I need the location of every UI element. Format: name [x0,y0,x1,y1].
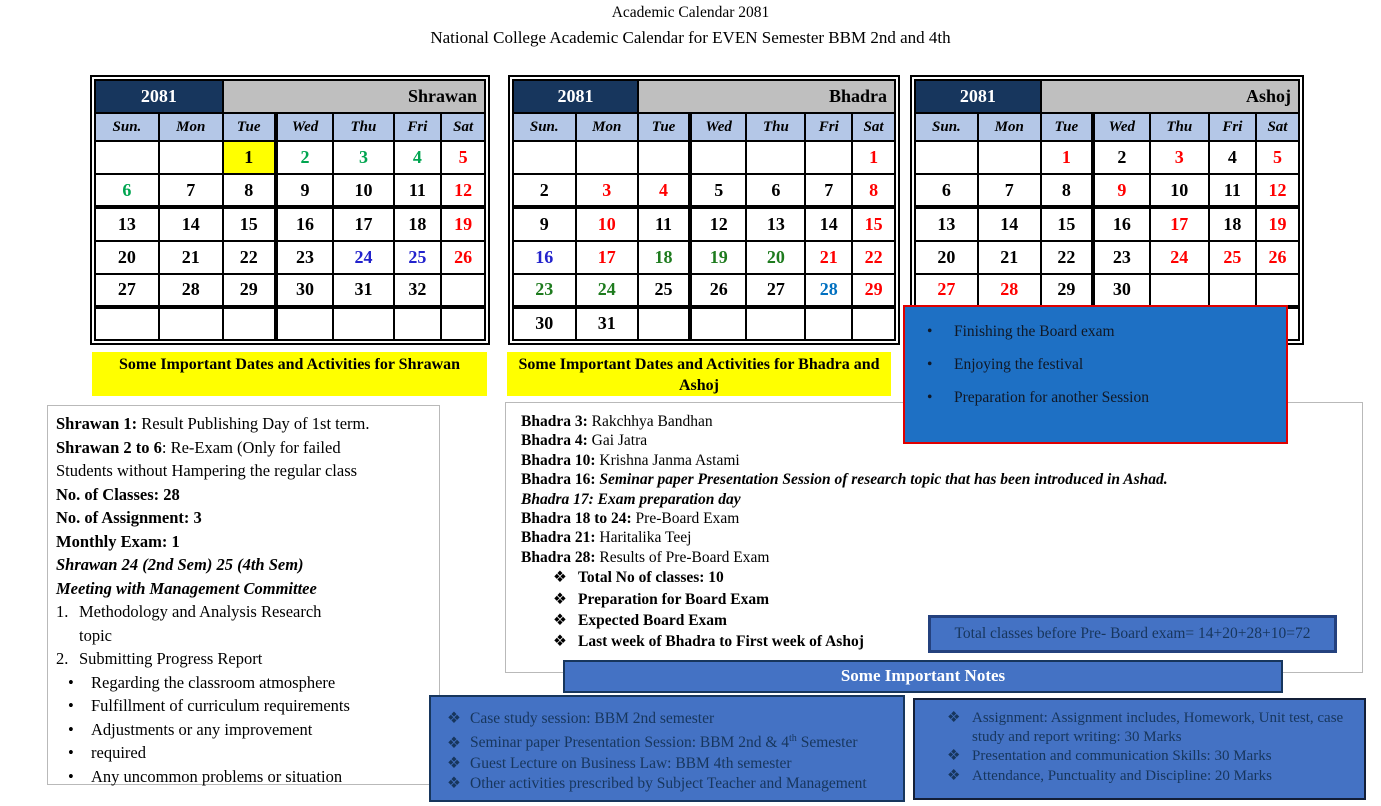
calendar-day-cell: 1 [852,141,895,174]
day-header: Tue [223,113,276,141]
calendar-day-cell: 22 [1041,241,1093,274]
calendar-day-cell: 31 [333,274,393,307]
text-line: Bhadra 3: Rakchhya Bandhan [521,413,713,430]
text-line: ❖ Expected Board Exam [521,610,1358,631]
text-line: ❖ Last week of Bhadra to First week of Ashoj [521,631,1358,652]
bullet-marker: • [68,766,74,786]
text-line: ❖ Preparation for Board Exam [521,589,1358,610]
calendar-day-cell: 16 [1093,207,1150,240]
calendar-day-cell [805,307,852,340]
calendar-day-cell: 28 [805,274,852,307]
text-line: ❖ Other activities prescribed by Subject Teacher and Management [447,774,895,794]
calendar-day-cell: 27 [915,274,978,307]
calendar-day-cell: 14 [978,207,1041,240]
calendar-day-cell: 27 [95,274,159,307]
text-line: Shrawan 2 to 6: Re-Exam (Only for failed [56,437,341,457]
calendar-day-cell: 18 [1209,207,1256,240]
calendar-day-cell [159,307,223,340]
calendar-day-cell [638,141,690,174]
day-header: Tue [1041,113,1093,141]
text-line: ❖ Attendance, Punctuality and Discipline: 20 Marks [947,767,1356,786]
text-line: topic [79,625,112,645]
text-line: Bhadra 18 to 24: Pre-Board Exam [521,510,740,528]
calendar-day-cell: 21 [805,241,852,274]
calendar-day-cell [95,307,159,340]
bullet-marker: • [927,356,933,373]
text-line: • Regarding the classroom atmosphere [56,671,433,695]
bullet-marker: • [68,696,74,715]
calendar-day-cell: 28 [978,274,1041,307]
text-line: 1. Methodology and Analysis Research [56,600,433,624]
important-notes-header: Some Important Notes [563,660,1283,693]
calendar-day-cell: 4 [1209,141,1256,174]
calendar-day-cell [441,274,485,307]
list-marker: 2. [56,649,69,668]
text-line: Bhadra 10: Krishna Janma Astami [521,451,740,469]
calendar-day-cell [690,307,746,340]
calendar-day-cell [576,141,639,174]
diamond-marker: ❖ [553,633,567,651]
text-line: Monthly Exam: 1 [56,531,180,551]
day-header: Wed [690,113,746,141]
calendar-day-cell [159,141,223,174]
calendar-day-cell: 3 [333,141,393,174]
text-line: • required [56,741,433,765]
calendar-day-cell: 17 [1150,207,1209,240]
text-line: No. of Assignment: 3 [56,508,202,527]
page-title: Academic Calendar 2081 [611,4,770,21]
text-line: 2. Submitting Progress Report [56,647,433,671]
diamond-marker: ❖ [553,612,567,630]
calendar-day-cell: 31 [576,307,639,340]
day-header: Sun. [915,113,978,141]
text-line: ❖ Seminar paper Presentation Session: BBM 2nd & 4th Semester [447,729,895,754]
calendar-day-cell: 27 [746,274,805,307]
bullet-marker: • [927,323,933,340]
calendar-day-cell: 15 [1041,207,1093,240]
calendar-day-cell [1256,274,1299,307]
calendar-day-cell: 12 [1256,174,1299,207]
calendar-table [94,79,486,341]
bullet-marker: • [68,743,74,762]
calendar-day-cell: 25 [638,274,690,307]
calendar-day-cell: 2 [513,174,576,207]
calendar-day-cell: 3 [576,174,639,207]
diamond-marker: ❖ [447,775,461,793]
calendar-day-cell: 12 [441,174,485,207]
diamond-marker: ❖ [947,748,961,765]
diamond-marker: ❖ [447,734,461,752]
day-header: Thu [1150,113,1209,141]
page-subtitle: National College Academic Calendar for EVEN Semester BBM 2nd and 4th [430,28,951,47]
calendar-day-cell: 11 [638,207,690,240]
calendar-day-cell: 26 [690,274,746,307]
text-line: • Enjoying the festival [925,348,1280,381]
list-marker: 1. [56,602,69,621]
day-header: Sat [1256,113,1299,141]
calendar-day-cell: 8 [223,174,276,207]
calendar-day-cell: 1 [223,141,276,174]
bullet-marker: • [68,672,74,692]
calendar-day-cell: 24 [1150,241,1209,274]
calendar-day-cell: 23 [513,274,576,307]
text-line: ❖ Presentation and communication Skills: 30 Marks [947,747,1356,766]
calendar-day-cell: 11 [394,174,442,207]
calendar-year: 2081 [95,80,223,113]
text-line: • Preparation for another Session [925,381,1280,414]
marks-distribution-box [913,698,1366,800]
calendar-day-cell: 25 [1209,241,1256,274]
calendar-day-cell: 4 [638,174,690,207]
calendar-day-cell: 16 [513,241,576,274]
calendar-day-cell: 13 [746,207,805,240]
text-line: Bhadra 28: Results of Pre-Board Exam [521,548,770,566]
calendar-day-cell: 9 [1093,174,1150,207]
section-header-shrawan: Some Important Dates and Activities for Shrawan [92,352,487,396]
calendar-day-cell: 19 [441,207,485,240]
calendar-day-cell [638,307,690,340]
calendar-day-cell: 22 [852,241,895,274]
calendar-day-cell: 15 [852,207,895,240]
shrawan-notes-box [47,405,440,785]
calendar-day-cell: 14 [805,207,852,240]
text-line: Bhadra 17: Exam preparation day [521,490,741,508]
calendar-day-cell: 18 [638,241,690,274]
calendar-day-cell: 23 [1093,241,1150,274]
calendar-bhadra [508,75,900,345]
day-header: Fri [394,113,442,141]
day-header: Thu [333,113,393,141]
calendar-day-cell: 10 [1150,174,1209,207]
text-line: No. of Classes: 28 [56,484,180,504]
calendar-day-cell: 11 [1209,174,1256,207]
calendar-day-cell: 20 [915,241,978,274]
text-line: • Finishing the Board exam [925,315,1280,348]
calendar-day-cell [333,307,393,340]
calendar-day-cell: 29 [223,274,276,307]
calendar-day-cell: 9 [513,207,576,240]
calendar-day-cell: 29 [852,274,895,307]
diamond-marker: ❖ [447,710,461,727]
calendar-day-cell: 25 [394,241,442,274]
calendar-day-cell [223,307,276,340]
text-line: Meeting with Management Committee [56,578,317,598]
day-header: Sat [441,113,485,141]
calendar-day-cell: 5 [690,174,746,207]
calendar-day-cell: 7 [805,174,852,207]
calendar-day-cell: 30 [276,274,334,307]
text-line: ❖ Case study session: BBM 2nd semester [447,709,895,729]
semester-activities-box [429,695,905,802]
calendar-day-cell: 17 [333,207,393,240]
day-header: Thu [746,113,805,141]
calendar-day-cell: 28 [159,274,223,307]
text-line: Shrawan 1: Result Publishing Day of 1st term. [56,414,370,433]
day-header: Sun. [95,113,159,141]
calendar-day-cell: 13 [95,207,159,240]
calendar-day-cell: 3 [1150,141,1209,174]
calendar-month: Ashoj [1041,80,1299,113]
section-header-bhadra-ashoj: Some Important Dates and Activities for Bhadra and Ashoj [507,352,891,396]
calendar-day-cell: 8 [1041,174,1093,207]
text-line: Students without Hampering the regular class [56,461,358,480]
calendar-day-cell [276,307,334,340]
calendar-day-cell: 20 [95,241,159,274]
calendar-day-cell: 24 [576,274,639,307]
calendar-day-cell: 10 [576,207,639,240]
calendar-day-cell: 18 [394,207,442,240]
day-header: Mon [978,113,1041,141]
calendar-table [914,79,1300,341]
diamond-marker: ❖ [553,569,567,587]
calendar-day-cell: 4 [394,141,442,174]
calendar-day-cell: 23 [276,241,334,274]
calendar-day-cell: 6 [746,174,805,207]
calendar-day-cell [915,141,978,174]
day-header: Sun. [513,113,576,141]
calendar-day-cell: 2 [1093,141,1150,174]
calendar-day-cell: 30 [513,307,576,340]
calendar-day-cell [978,141,1041,174]
diamond-marker: ❖ [553,590,567,608]
diamond-marker: ❖ [947,767,961,784]
diamond-marker: ❖ [447,754,461,772]
day-header: Fri [1209,113,1256,141]
calendar-day-cell [746,307,805,340]
festival-activities-box [903,305,1288,444]
calendar-day-cell: 12 [690,207,746,240]
calendar-day-cell: 29 [1041,274,1093,307]
text-line: • Any uncommon problems or situation [56,765,433,789]
text-line: Bhadra 21: Haritalika Teej [521,529,692,547]
calendar-day-cell [441,307,485,340]
calendar-day-cell: 10 [333,174,393,207]
calendar-day-cell: 19 [690,241,746,274]
calendar-year: 2081 [915,80,1041,113]
calendar-day-cell [394,307,442,340]
calendar-month: Bhadra [638,80,895,113]
calendar-shrawan [90,75,490,345]
calendar-day-cell: 15 [223,207,276,240]
calendar-day-cell: 26 [1256,241,1299,274]
calendar-day-cell: 13 [915,207,978,240]
text-line: Shrawan 24 (2nd Sem) 25 (4th Sem) [56,555,304,574]
day-header: Wed [276,113,334,141]
calendar-day-cell [513,141,576,174]
text-line: ❖ Total No of classes: 10 [521,567,1358,588]
text-line: ❖ Guest Lecture on Business Law: BBM 4th semester [447,754,895,774]
calendar-day-cell [690,141,746,174]
calendar-day-cell [95,141,159,174]
calendar-day-cell: 9 [276,174,334,207]
calendar-day-cell: 30 [1093,274,1150,307]
calendar-day-cell: 5 [1256,141,1299,174]
bullet-marker: • [927,389,933,406]
calendar-day-cell: 21 [159,241,223,274]
calendar-year: 2081 [513,80,638,113]
calendar-day-cell: 32 [394,274,442,307]
calendar-day-cell: 7 [159,174,223,207]
calendar-day-cell [805,141,852,174]
calendar-day-cell: 6 [915,174,978,207]
calendar-table [512,79,896,341]
text-line: • Fulfillment of curriculum requirements [56,694,433,718]
calendar-day-cell: 20 [746,241,805,274]
text-line: Bhadra 4: Gai Jatra [521,432,648,450]
text-line: Bhadra 16: Seminar paper Presentation Session of research topic that has been introduced in Ashad. [521,471,1168,489]
total-classes-box: Total classes before Pre- Board exam= 14+20+28+10=72 [928,615,1337,653]
calendar-day-cell: 24 [333,241,393,274]
calendar-day-cell: 14 [159,207,223,240]
text-line: • Adjustments or any improvement [56,718,433,742]
calendar-day-cell: 21 [978,241,1041,274]
text-line: ❖ Assignment: Assignment includes, Homework, Unit test, case study and report writing: 30 Marks [947,710,1344,746]
calendar-day-cell: 17 [576,241,639,274]
day-header: Tue [638,113,690,141]
calendar-day-cell: 22 [223,241,276,274]
calendar-day-cell: 2 [276,141,334,174]
calendar-day-cell [746,141,805,174]
calendar-month: Shrawan [223,80,485,113]
day-header: Mon [576,113,639,141]
calendar-day-cell [1209,274,1256,307]
calendar-day-cell: 26 [441,241,485,274]
day-header: Sat [852,113,895,141]
calendar-day-cell: 7 [978,174,1041,207]
bullet-marker: • [68,719,74,739]
calendar-day-cell: 19 [1256,207,1299,240]
day-header: Fri [805,113,852,141]
calendar-day-cell: 8 [852,174,895,207]
calendar-day-cell [1150,274,1209,307]
calendar-day-cell: 16 [276,207,334,240]
calendar-day-cell [852,307,895,340]
day-header: Wed [1093,113,1150,141]
diamond-marker: ❖ [947,710,961,726]
calendar-day-cell: 1 [1041,141,1093,174]
calendar-day-cell: 6 [95,174,159,207]
day-header: Mon [159,113,223,141]
calendar-day-cell: 5 [441,141,485,174]
